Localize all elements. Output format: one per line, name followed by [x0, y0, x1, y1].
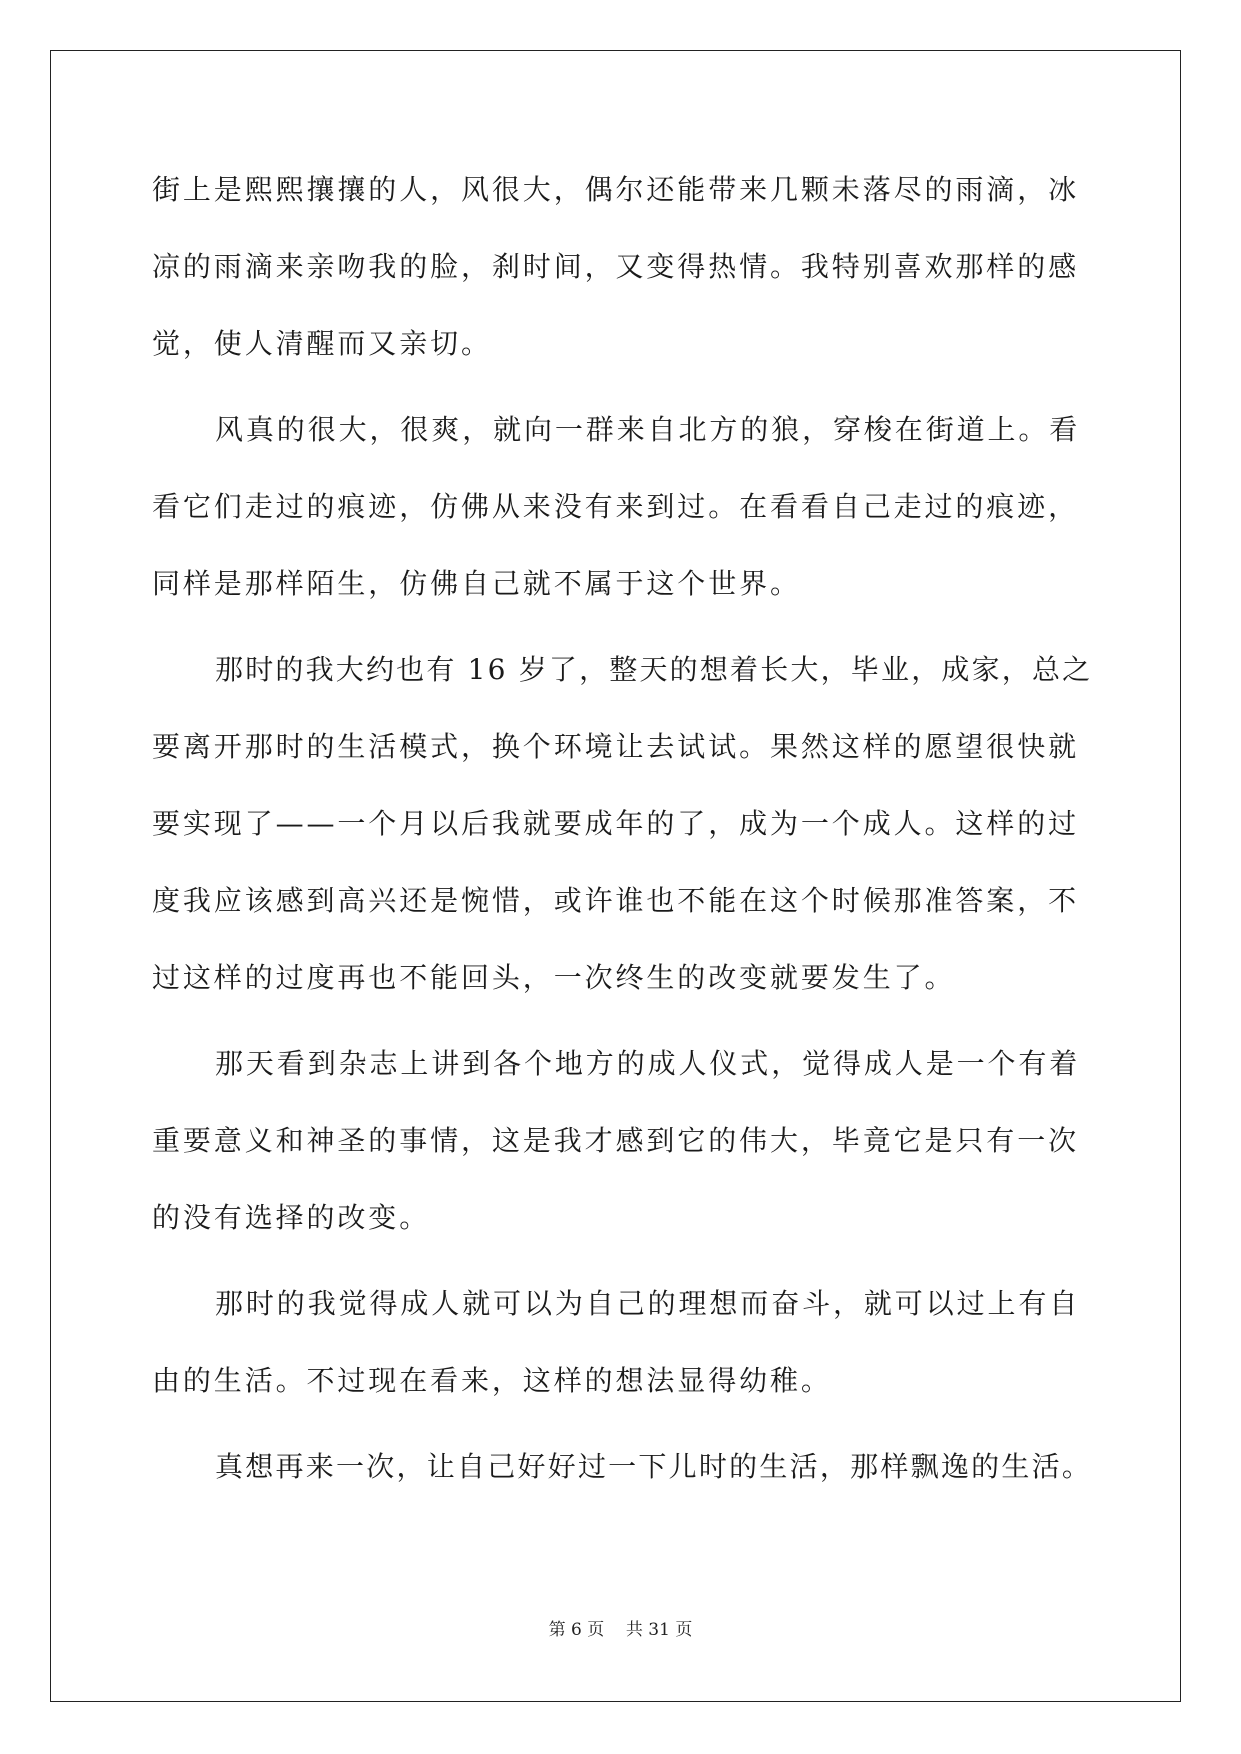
paragraph-3-line-4: 度我应该感到高兴还是惋惜，或许谁也不能在这个时候那准答案，不: [152, 884, 1080, 917]
paragraph-2-line-3: 同样是那样陌生，仿佛自己就不属于这个世界。: [152, 567, 801, 600]
total-pages: 共 31 页: [625, 1620, 693, 1640]
paragraph-1-line-2: 凉的雨滴来亲吻我的脸，刹时间，又变得热情。我特别喜欢那样的感: [152, 250, 1080, 283]
paragraph-5-line-2: 由的生活。不过现在看来，这样的想法显得幼稚。: [152, 1364, 832, 1397]
paragraph-1-line-1: 街上是熙熙攘攘的人，风很大，偶尔还能带来几颗未落尽的雨滴，冰: [152, 173, 1080, 206]
page-footer: [0, 1615, 1241, 1640]
paragraph-2-line-2: 看它们走过的痕迹，仿佛从来没有来到过。在看看自己走过的痕迹，: [152, 490, 1080, 523]
paragraph-4-line-3: 的没有选择的改变。: [152, 1201, 431, 1234]
page-number: 第 6 页: [548, 1620, 605, 1640]
paragraph-3-line-5: 过这样的过度再也不能回头，一次终生的改变就要发生了。: [152, 961, 956, 994]
paragraph-3-line-2: 要离开那时的生活模式，换个环境让去试试。果然这样的愿望很快就: [152, 730, 1080, 763]
paragraph-4-line-1: 那天看到杂志上讲到各个地方的成人仪式，觉得成人是一个有着: [215, 1047, 1081, 1080]
paragraph-6-line-1: 真想再来一次，让自己好好过一下儿时的生活，那样飘逸的生活。: [215, 1450, 1093, 1483]
paragraph-2-line-1: 风真的很大，很爽，就向一群来自北方的狼，穿梭在街道上。看: [215, 413, 1081, 446]
paragraph-4-line-2: 重要意义和神圣的事情，这是我才感到它的伟大，毕竟它是只有一次: [152, 1124, 1080, 1157]
paragraph-3-line-3: 要实现了——一个月以后我就要成年的了，成为一个成人。这样的过: [152, 807, 1080, 840]
paragraph-3-line-1: 那时的我大约也有 16 岁了，整天的想着长大，毕业，成家，总之: [215, 653, 1093, 686]
footer-gap: [604, 1620, 626, 1640]
paragraph-5-line-1: 那时的我觉得成人就可以为自己的理想而奋斗，就可以过上有自: [215, 1287, 1081, 1320]
paragraph-1-line-3: 觉，使人清醒而又亲切。: [152, 327, 492, 360]
